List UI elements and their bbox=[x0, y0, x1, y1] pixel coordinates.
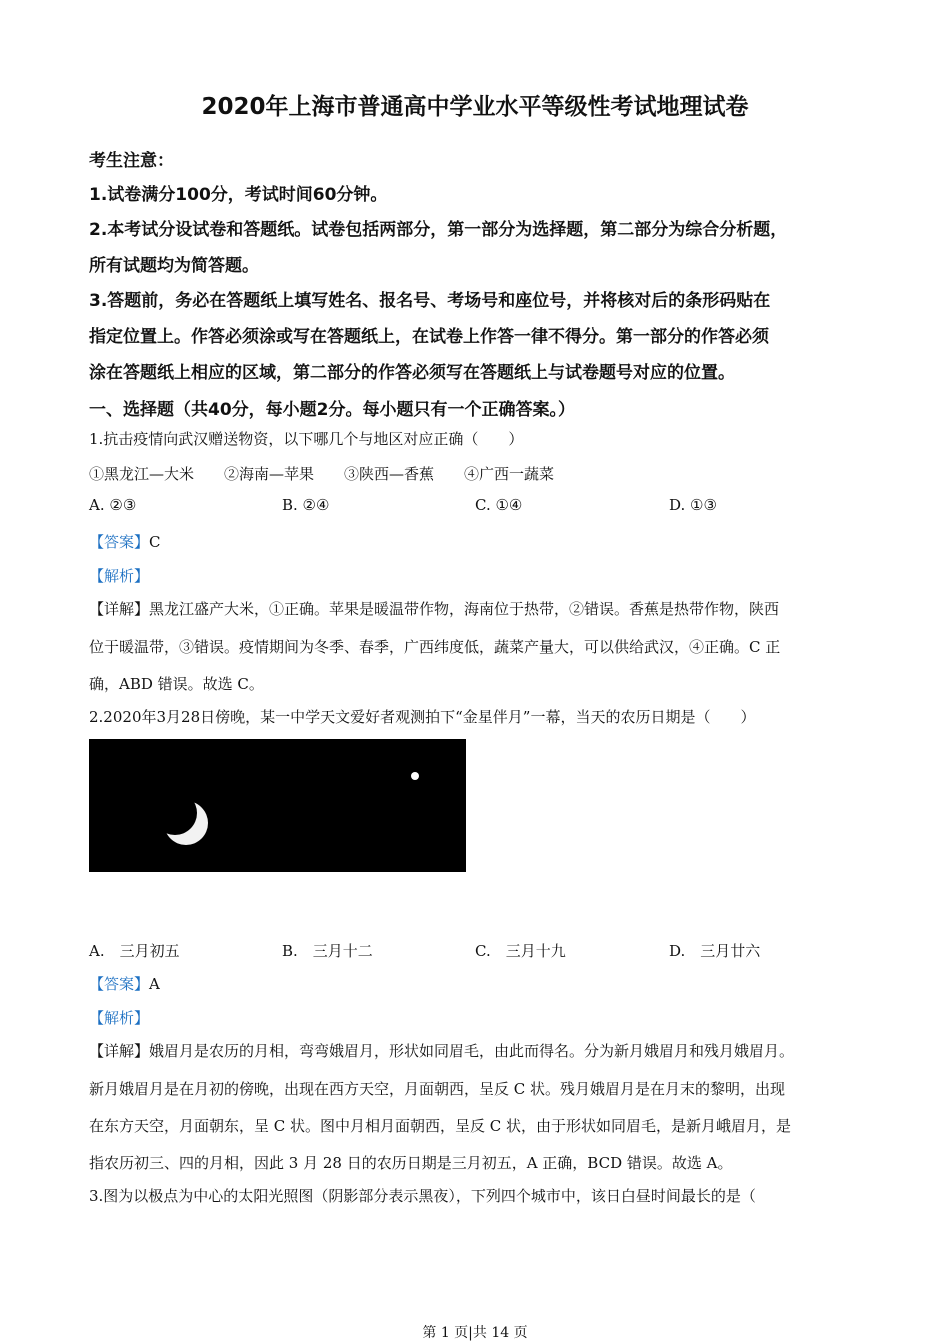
section-heading: 一、选择题（共40分，每小题2分。每小题只有一个正确答案。） bbox=[89, 400, 575, 420]
notice-line: 3.答题前，务必在答题纸上填写姓名、报名号、考场号和座位号，并将核对后的条形码贴在 bbox=[89, 291, 771, 311]
answer-tag: 【答案】 bbox=[89, 975, 150, 993]
detail-line bbox=[89, 598, 779, 619]
answer-value: C bbox=[149, 533, 161, 551]
option-d: D. 三月廿六 bbox=[669, 942, 761, 960]
detail-tag: 【详解】 bbox=[89, 600, 150, 618]
option-a: A. 三月初五 bbox=[89, 942, 180, 960]
question-stem: 1.抗击疫情向武汉赠送物资，以下哪几个与地区对应正确（ ） bbox=[89, 430, 524, 448]
detail-line bbox=[89, 1040, 794, 1061]
notice-line: 1.试卷满分100分，考试时间60分钟。 bbox=[89, 185, 388, 205]
option-b: B. ②④ bbox=[282, 496, 330, 514]
answer-value: A bbox=[149, 975, 160, 993]
detail-line: 在东方天空，月面朝东，呈 C 状。图中月相月面朝西，呈反 C 状，由于形状如同眉毛，是新月峨眉月，是 bbox=[89, 1117, 792, 1135]
detail-text: 黑龙江盛产大米，①正确。苹果是暖温带作物，海南位于热带，②错误。香蕉是热带作物，陕西 bbox=[149, 600, 780, 618]
analysis-tag: 【解析】 bbox=[89, 567, 150, 585]
notice-heading: 考生注意： bbox=[89, 151, 174, 171]
notice-line: 指定位置上。作答必须涂或写在答题纸上，在试卷上作答一律不得分。第一部分的作答必须 bbox=[89, 327, 769, 347]
venus-dot bbox=[411, 772, 419, 780]
option-d: D. ①③ bbox=[669, 496, 717, 514]
venus-moon-photo bbox=[89, 739, 466, 872]
option-c: C. ①④ bbox=[475, 496, 523, 514]
notice-line: 涂在答题纸上相应的区域，第二部分的作答必须写在答题纸上与试卷题号对应的位置。 bbox=[89, 363, 735, 383]
page-title: 2020年上海市普通高中学业水平等级性考试地理试卷 bbox=[201, 94, 749, 120]
option-b: B. 三月十二 bbox=[282, 942, 373, 960]
detail-text: 娥眉月是农历的月相，弯弯娥眉月，形状如同眉毛，由此而得名。分为新月娥眉月和残月娥眉月。 bbox=[149, 1042, 795, 1060]
notice-line: 所有试题均为简答题。 bbox=[89, 256, 259, 276]
detail-tag: 【详解】 bbox=[89, 1042, 150, 1060]
question-items: ①黑龙江—大米 ②海南—苹果 ③陕西—香蕉 ④广西一蔬菜 bbox=[89, 465, 555, 483]
answer-tag: 【答案】 bbox=[89, 533, 150, 551]
question-stem: 2.2020年3月28日傍晚，某一中学天文爱好者观测拍下“金星伴月”一幕，当天的农历日期是（ ） bbox=[89, 708, 756, 726]
option-c: C. 三月十九 bbox=[475, 942, 566, 960]
detail-line: 确，ABD 错误。故选 C。 bbox=[89, 675, 264, 693]
question-stem: 3.图为以极点为中心的太阳光照图（阴影部分表示黑夜），下列四个城市中，该日白昼时间最长的是（ bbox=[89, 1187, 756, 1205]
answer-line bbox=[89, 531, 161, 552]
detail-line: 位于暖温带，③错误。疫情期间为冬季、春季，广西纬度低，蔬菜产量大，可以供给武汉，④正确。C 正 bbox=[89, 638, 781, 656]
detail-line: 指农历初三、四的月相，因此 3 月 28 日的农历日期是三月初五，A 正确，BCD 错误。故选 A。 bbox=[89, 1154, 733, 1172]
crescent-moon-icon bbox=[89, 739, 466, 872]
detail-line: 新月娥眉月是在月初的傍晚，出现在西方天空，月面朝西，呈反 C 状。残月娥眉月是在月末的黎明，出现 bbox=[89, 1080, 786, 1098]
analysis-tag: 【解析】 bbox=[89, 1009, 150, 1027]
notice-line: 2.本考试分设试卷和答题纸。试卷包括两部分，第一部分为选择题，第二部分为综合分析题， bbox=[89, 220, 788, 240]
answer-line bbox=[89, 973, 160, 994]
option-a: A. ②③ bbox=[89, 496, 137, 514]
page-footer: 第 1 页|共 14 页 bbox=[422, 1325, 528, 1341]
